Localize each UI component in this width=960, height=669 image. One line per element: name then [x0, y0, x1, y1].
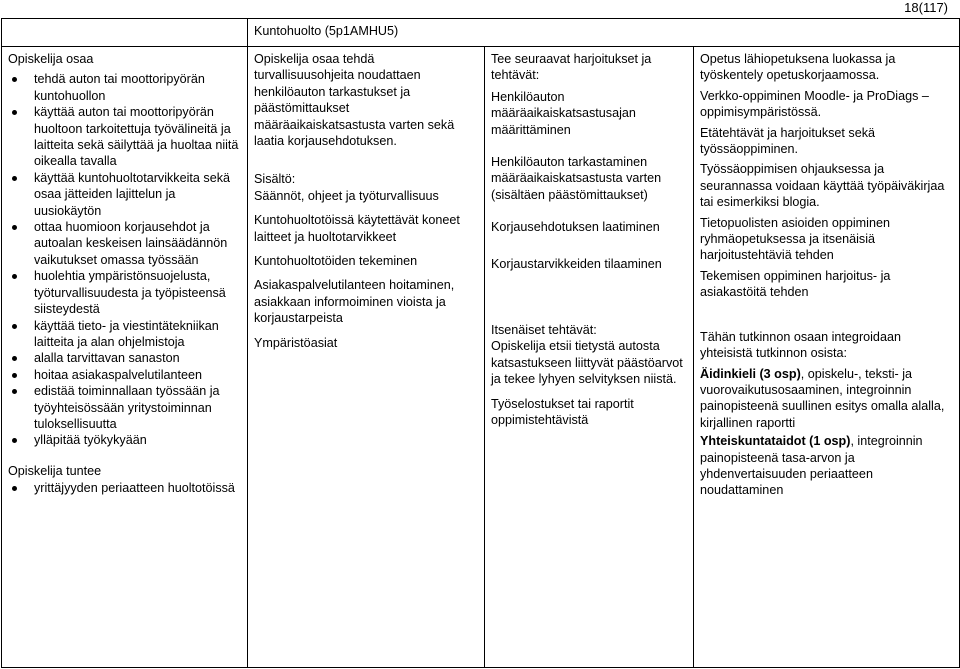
header-empty-cell: [2, 19, 248, 47]
knowledge-list: [8, 480, 241, 496]
integration-subject: Yhteiskuntataidot (1 osp): [700, 434, 851, 449]
header-row: [2, 19, 960, 47]
method-item: Tekemisen oppiminen harjoitus- ja asiakastöitä tehden: [700, 268, 891, 300]
content-cell: [248, 47, 485, 668]
list-item: edistää toiminnallaan työssään ja työyhteisössään yritystoiminnan tuloksellisuutta: [8, 383, 241, 432]
task-item: Henkilöauton tarkastaminen määräaikaiskatsastusta varten (sisältäen päästömittaukset): [491, 155, 662, 202]
method-item: Etätehtävät ja harjoitukset sekä työssäoppiminen.: [700, 125, 876, 157]
module-title: Kuntohuolto (5p1AMHU5): [248, 19, 960, 47]
curriculum-table: [1, 18, 960, 668]
content-label: Sisältö:: [254, 172, 296, 187]
tasks-label: Tee seuraavat harjoitukset ja tehtävät:: [491, 52, 652, 83]
methods-cell: [694, 47, 960, 668]
independent-text: Opiskelija etsii tietystä autosta katsastukseen liittyvät päästöarvot ja tekee lyhyen selvityksen niistä.: [491, 339, 683, 387]
list-item: alalla tarvittavan sanaston: [8, 350, 241, 366]
integration-item-finnish: [700, 366, 953, 432]
content-item: Kuntohuoltotöissä käytettävät koneet laitteet ja huoltotarvikkeet: [254, 213, 460, 244]
integration-description: , opiskelu-, teksti- ja vuorovaikutusosaaminen, integroinnin painopisteenä suullinen esitys omalla alalla, kirjallinen raportti: [700, 366, 945, 430]
list-item: hoitaa asiakaspalvelutilanteen: [8, 367, 241, 383]
list-item: tehdä auton tai moottoripyörän kuntohuollon: [8, 71, 241, 104]
integration-intro: Tähän tutkinnon osaan integroidaan yhteisistä tutkinnon osista:: [700, 329, 901, 361]
list-item: huolehtia ympäristönsuojelusta, työturvallisuudesta ja työpisteensä siisteydestä: [8, 268, 241, 317]
page-number: 18(117): [904, 0, 948, 15]
task-item: Korjaustarvikkeiden tilaaminen: [491, 256, 662, 271]
module-intro: Opiskelija osaa tehdä turvallisuusohjeita noudattaen henkilöauton tarkastukset ja päästömittaukset määräaikaiskatsastusta varten sekä laatia korjausehdotuksen.: [254, 52, 455, 149]
content-item: Kuntohuoltotöiden tekeminen: [254, 254, 418, 269]
content-item: Ympäristöasiat: [254, 335, 338, 350]
objectives-list: [8, 71, 241, 448]
integration-subject: Äidinkieli (3 osp): [700, 366, 801, 381]
list-item: ottaa huomioon korjausehdot ja autoalan keskeisen lainsäädännön vaikutukset omassa työssään: [8, 219, 241, 268]
task-item: Henkilöauton määräaikaiskatsastusajan määrittäminen: [491, 89, 636, 137]
integration-item-society: [700, 433, 953, 499]
list-item: käyttää kuntohuoltotarvikkeita sekä osaa jätteiden lajittelun ja uusiokäytön: [8, 170, 241, 219]
method-item: Opetus lähiopetuksena luokassa ja työskentely opetuskorjaamossa.: [700, 52, 896, 83]
content-item: Säännöt, ohjeet ja työturvallisuus: [254, 188, 439, 203]
method-item: Työssäoppimisen ohjauksessa ja seurannassa voidaan käyttää työpäiväkirjaa tai esimerkiksi blogia.: [700, 162, 945, 210]
list-item: ylläpitää työkykyään: [8, 432, 241, 448]
method-item: Verkko-oppiminen Moodle- ja ProDiags –oppimisympäristössä.: [700, 88, 929, 120]
objectives-heading: Opiskelija osaa: [8, 52, 94, 66]
reports-text: Työselostukset tai raportit oppimistehtävistä: [491, 396, 634, 428]
integration-description: , integroinnin painopisteenä tasa-arvon ja yhdenvertaisuuden periaatteen noudattaminen: [700, 434, 923, 498]
list-item: käyttää auton tai moottoripyörän huoltoon tarkoitettuja työvälineitä ja laitteita sekä säilyttää ja huoltaa niitä oikealla tavalla: [8, 104, 241, 170]
list-item: yrittäjyyden periaatteen huoltotöissä: [8, 480, 241, 496]
knowledge-heading: Opiskelija tuntee: [8, 463, 102, 478]
objectives-cell: [2, 47, 248, 668]
content-item: Asiakaspalvelutilanteen hoitaminen, asiakkaan informoiminen vioista ja korjaustarpeista: [254, 278, 455, 326]
task-item: Korjausehdotuksen laatiminen: [491, 220, 660, 235]
list-item: käyttää tieto- ja viestintätekniikan laitteita ja alan ohjelmistoja: [8, 318, 241, 351]
exercises-cell: [485, 47, 694, 668]
independent-label: Itsenäiset tehtävät:: [491, 323, 597, 338]
content-row: [2, 47, 960, 668]
method-item: Tietopuolisten asioiden oppiminen ryhmäopetuksessa ja itsenäisiä harjoitustehtäviä tehden: [700, 215, 890, 263]
